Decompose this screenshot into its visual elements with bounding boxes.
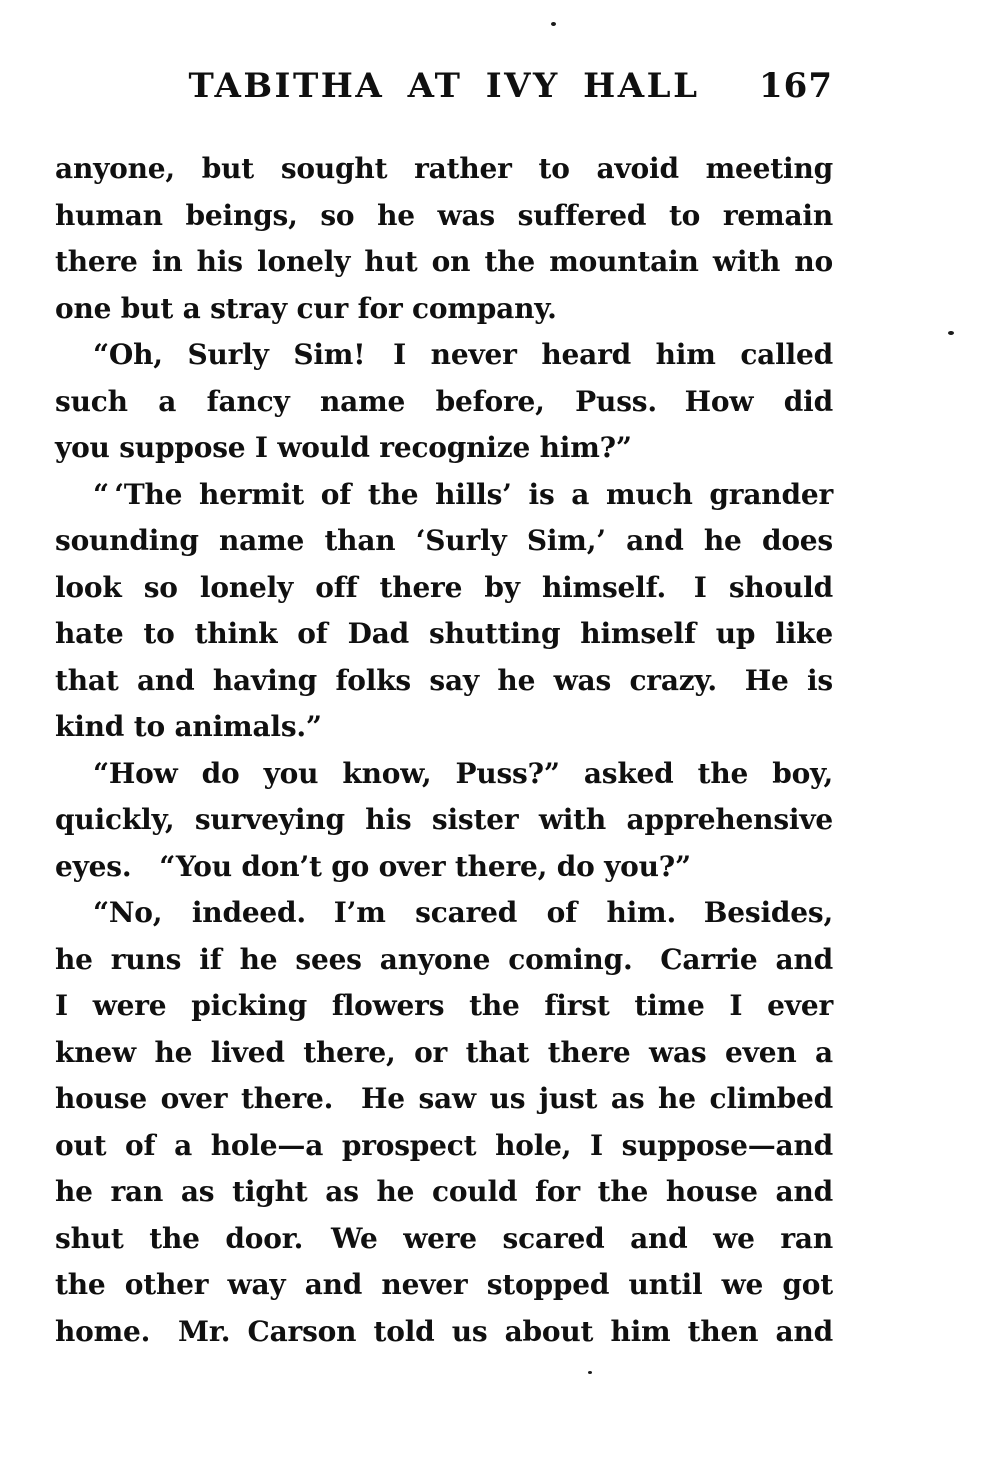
text-line: “Oh, Surly Sim! I never heard him called (93, 338, 833, 371)
text-line: that and having folks say he was crazy. He is (55, 663, 833, 697)
text-line: one but a stray cur for company. (55, 291, 557, 325)
text-line: there in his lonely hut on the mountain with no (55, 245, 833, 278)
running-header (55, 62, 833, 110)
text-line: sounding name than ‘Surly Sim,’ and he does (55, 524, 833, 557)
text-line: anyone, but sought rather to avoid meeting (55, 152, 833, 185)
text-line: shut the door. We were scared and we ran (55, 1221, 833, 1255)
text-line: he ran as tight as he could for the house and (55, 1175, 833, 1208)
text-line: such a fancy name before, Puss. How did (55, 384, 833, 418)
ink-speck (588, 1371, 592, 1374)
text-line: knew he lived there, or that there was even a (55, 1035, 833, 1069)
text-line: he runs if he sees anyone coming. Carrie and (55, 942, 833, 976)
ink-speck (551, 22, 556, 26)
text-line: house over there. He saw us just as he climbed (55, 1082, 833, 1115)
page-title: TABITHA AT IVY HALL (188, 66, 700, 106)
text-line: “How do you know, Puss?” asked the boy, (93, 756, 833, 790)
text-line: quickly, surveying his sister with apprehensive (55, 803, 833, 836)
text-line: you suppose I would recognize him?” (55, 431, 632, 464)
text-line: look so lonely off there by himself. I should (55, 570, 833, 604)
text-line: home. Mr. Carson told us about him then and (55, 1314, 833, 1348)
text-line: I were picking flowers the first time I ever (55, 989, 833, 1022)
text-line: human beings, so he was suffered to remain (55, 198, 833, 232)
ink-speck (948, 331, 954, 335)
text-line: eyes. “You don’t go over there, do you?” (55, 849, 691, 883)
text-line: “No, indeed. I’m scared of him. Besides, (93, 896, 833, 929)
text-line: “ ‘The hermit of the hills’ is a much grander (93, 477, 833, 511)
text-line: kind to animals.” (55, 710, 322, 743)
text-line: out of a hole—a prospect hole, I suppose—and (55, 1128, 833, 1162)
page-number: 167 (759, 66, 833, 106)
text-line: hate to think of Dad shutting himself up like (55, 617, 833, 650)
text-line: the other way and never stopped until we got (55, 1268, 833, 1301)
body-text (55, 146, 833, 1355)
